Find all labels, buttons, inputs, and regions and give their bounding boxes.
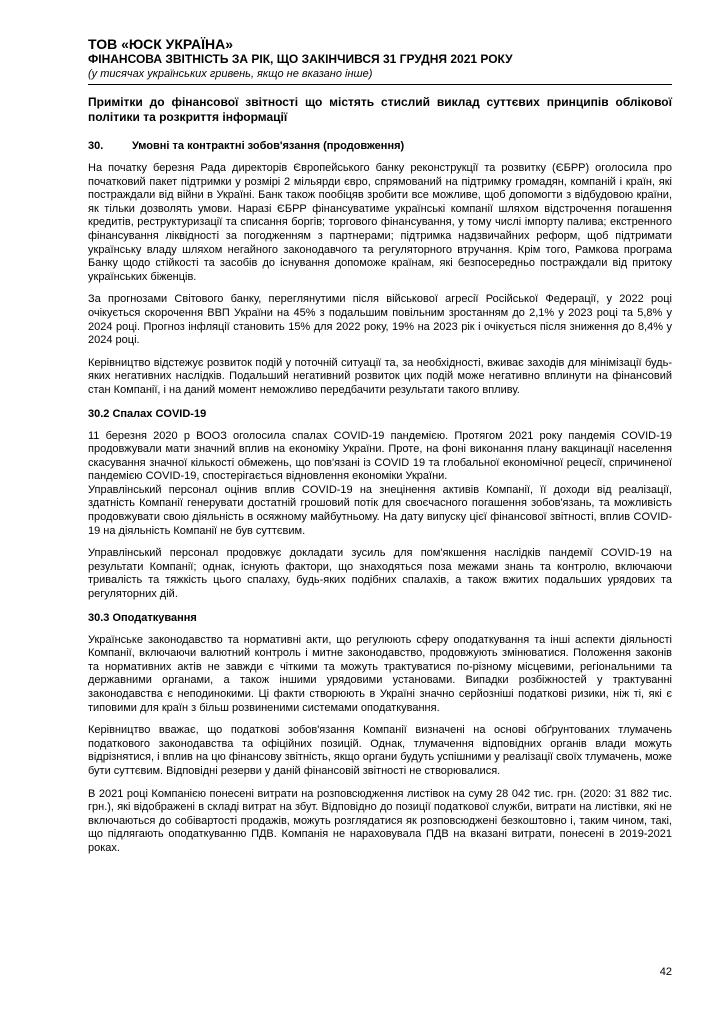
- report-title: ФІНАНСОВА ЗВІТНІСТЬ ЗА РІК, ЩО ЗАКІНЧИВСЯ 31 ГРУДНЯ 2021 РОКУ: [88, 52, 513, 66]
- paragraph: Керівництво вважає, що податкові зобов'язання Компанії визначені на основі обґрунтованих тлумачень податкового законодавства та офіційних позицій. Однак, тлумачення відповідних органів влади можуть відрізнятися, і вплив на цю фінансову звітність, якщо органи будуть успішними у реалізації своїх тлумачень, може бути суттєвим. Відповідні резерви у даній фінансовій звітності не створювалися.: [88, 724, 672, 777]
- company-name: ТОВ «ЮСК УКРАЇНА»: [88, 36, 234, 52]
- paragraph: Управлінський персонал продовжує докладати зусиль для пом'якшення наслідків пандемії COVID-19 на результати Компанії; однак, існують фактори, що знаходяться поза межами знань та контролю, включаючи тривалість та тяжкість цього спалаху, будь-яких подібних спалахів, а також вжитих подальших урядових та регуляторних дій.: [88, 547, 672, 601]
- section-30-3-heading: 30.3 Оподаткування: [88, 611, 197, 624]
- page-number: 42: [659, 966, 672, 978]
- paragraph: Українське законодавство та нормативні акти, що регулюють сферу оподаткування та інші аспекти діяльності Компанії, включаючи валютний контроль і митне законодавство, продовжують змінюватися. Положення законів та нормативних актів не завжди є чіткими та можуть трактуватися по-різному місцевими, регіональними та державними органами, а також іншими урядовими установами. Випадки розбіжностей у трактуванні законодавства є неподинокими. Ці факти створюють в Україні значно серйозніші податкові ризики, ніж ті, які є типовими для країн з більш розвиненими системами оподаткування.: [88, 633, 672, 714]
- paragraph: На початку березня Рада директорів Європейського банку реконструкції та розвитку (ЄБРР) оголосила про початковий пакет підтримки у розмірі 2 мільярди євро, спрямований на підтримку громадян, компаній і країн, які постраждали від війни в Україні. Банк також пообіцяв зробити все можливе, щоб допомогти з відбудовою країни, як тільки дозволять умови. Наразі ЄБРР фінансуватиме українські компанії шляхом відстрочення погашення кредитів, реструктуризації та списання боргів; торгового фінансування, у тому числі імпорту палива; екстренного фінансування ліквідності за погодженням з партнерами; підтримка надзвичайних реформ, щоб підтримати українську владу шляхом негайного законодавчого та регуляторного втручання. Крім того, Рамкова програма Банку щодо стійкості та засобів до існування допоможе країнам, які безпосередньо постраждали від притоку українських біженців.: [88, 162, 672, 283]
- paragraph: В 2021 році Компанією понесені витрати на розповсюдження листівок на суму 28 042 тис. грн. (2020: 31 882 тис. грн.), які відображені в складі витрат на збут. Відповідно до позиції податкової служби, витрати на листівки, які не включаються до собівартості продажів, можуть розглядатися як розповсюджені безкоштовно і, таким чином, такі, що підлягають оподаткуванню ПДВ. Компанія не нараховувала ПДВ на вказані витрати, понесені в 2019-2021 роках.: [88, 787, 672, 854]
- paragraph: 11 березня 2020 р ВООЗ оголосила спалах COVID-19 пандемією. Протягом 2021 року пандемія COVID-19 продовжували мати значний вплив на економіку України. Проте, на фоні виконання плану вакцинації населення скасування значної кількості обмежень, що пов'язані із COVID 19 та глобальної економічної рецесії, спричиненої пандемією COVID-19, спостерігається відновлення економіки України.: [88, 429, 672, 483]
- document-page: [88, 36, 672, 856]
- notes-title: Примітки до фінансової звітності що містять стислий виклад суттєвих принципів облікової політики та розкриття інформації: [88, 95, 672, 124]
- paragraph: Управлінський персонал оцінив вплив COVID-19 на знецінення активів Компанії, її доходи від реалізації, здатність Компанії генерувати достатній грошовий потік для своєчасного погашення зобов'язань, та можливість продовжувати свою діяльність в осяжному майбутньому. На дату випуску цієї фінансової звітності, вплив COVID-19 на діяльність Компанії не був суттєвим.: [88, 483, 672, 537]
- paragraph: Керівництво відстежує розвиток подій у поточній ситуації та, за необхідності, вживає заходів для мінімізації будь-яких негативних наслідків. Подальший негативний розвиток цих подій може негативно вплинути на фінансовий стан Компанії, і на даний момент неможливо передбачити результати такого впливу.: [88, 356, 672, 396]
- section-30-heading: [88, 139, 672, 153]
- paragraph: За прогнозами Світового банку, переглянутими після військової агресії Російської Федерації, у 2022 році очікується скорочення ВВП України на 45% з подальшим повільним зростанням до 2,1% у 2023 році та 5,8% у 2024 році. Прогноз інфляції становить 15% для 2022 року, 19% на 2023 рік і очікується після зниження до 8,4% у 2024 році.: [88, 293, 672, 347]
- section-30-number: 30.: [88, 140, 104, 152]
- section-30-title: Умовні та контрактні зобов'язання (продовження): [132, 140, 405, 152]
- units-note: (у тисячах українських гривень, якщо не вказано інше): [88, 68, 373, 80]
- section-30-2-heading: 30.2 Спалах COVID-19: [88, 407, 207, 420]
- header-divider: [88, 84, 672, 85]
